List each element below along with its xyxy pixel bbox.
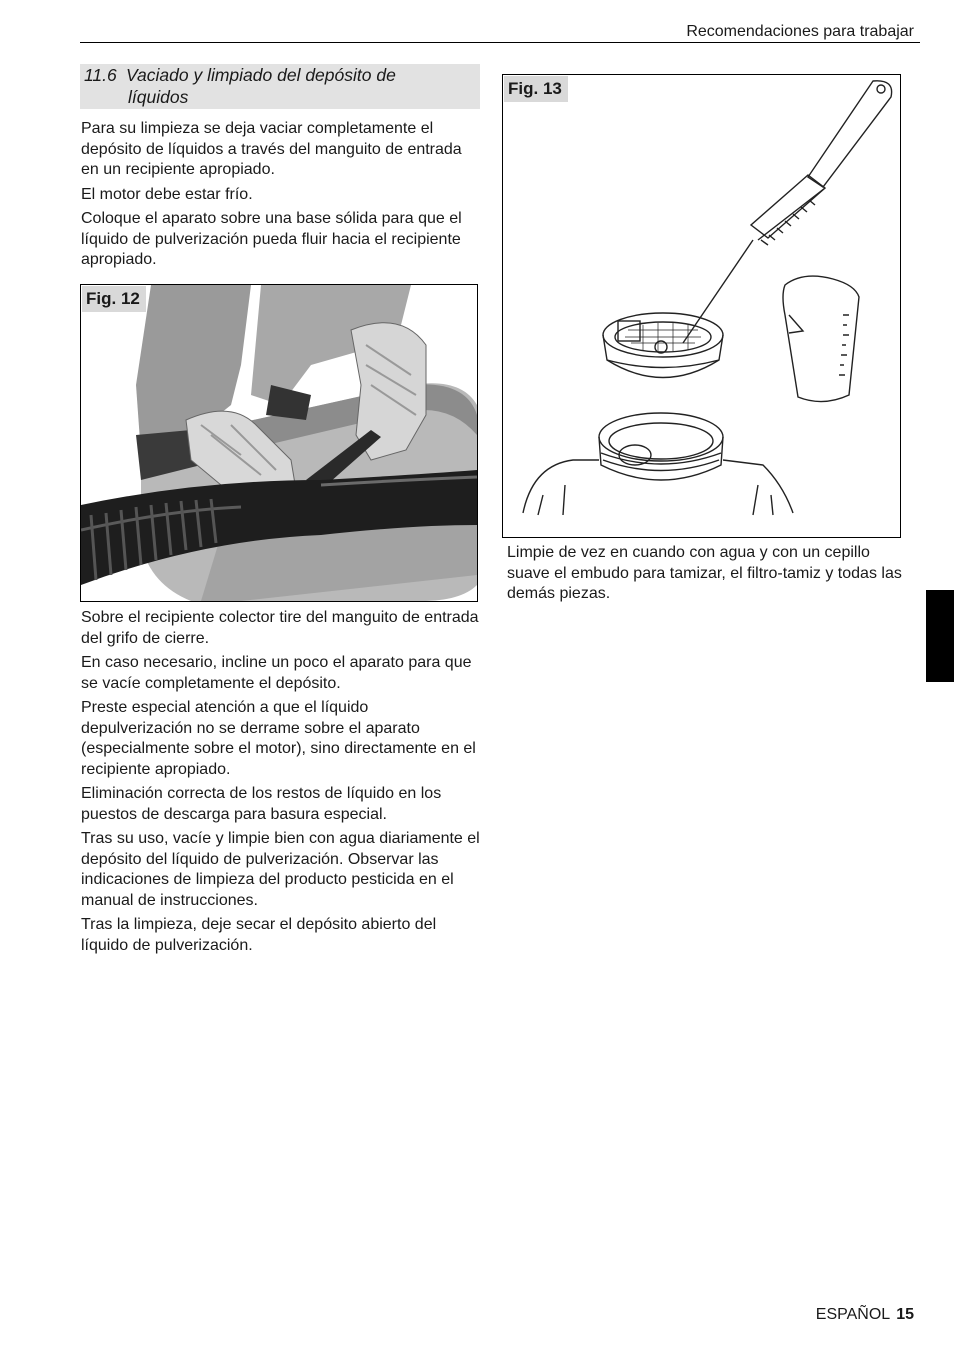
section-number: 11.6: [84, 65, 117, 85]
running-header: Recomendaciones para trabajar: [686, 23, 914, 40]
figure-13: [502, 74, 901, 538]
paragraph: Tras su uso, vacíe y limpie bien con agua diariamente el depósito del líquido de pulverización. Observar las indicaciones de limpieza del producto pesticida en el manual de instrucciones.: [81, 830, 480, 909]
paragraph: En caso necesario, incline un poco el aparato para que se vacíe completamente el depósito.: [81, 654, 472, 692]
figure-13-caption: [507, 543, 912, 609]
paragraph: Limpie de vez en cuando con agua y con un cepillo suave el embudo para tamizar, el filtro-tamiz y todas las demás piezas.: [507, 544, 902, 602]
figure-12-photo: [81, 285, 477, 601]
section-heading-box: [80, 64, 480, 109]
paragraph: Coloque el aparato sobre una base sólida para que el líquido de pulverización pueda fluir hacia el recipiente apropiado.: [81, 210, 462, 268]
figure-13-drawing: [503, 75, 900, 537]
procedure-text: [81, 608, 481, 960]
paragraph: Preste especial atención a que el líquido depulverización no se derrame sobre el aparato (especialmente sobre el motor), sino directamente en el recipiente apropiado.: [81, 699, 476, 778]
section-title-line1: Vaciado y limpiado del depósito de: [126, 65, 396, 85]
page-footer: [816, 1306, 914, 1324]
footer-language: ESPAÑOL: [815, 1306, 891, 1323]
figure-12-label: Fig. 12: [82, 286, 146, 312]
intro-text: [81, 119, 479, 275]
paragraph: El motor debe estar frío.: [81, 185, 253, 203]
section-title-line2: líquidos: [128, 87, 189, 107]
figure-13-label: Fig. 13: [504, 76, 568, 102]
figure-12: [80, 284, 478, 602]
header-rule: [80, 42, 920, 43]
paragraph: Tras la limpieza, deje secar el depósito abierto del líquido de pulverización.: [81, 916, 437, 954]
page-number: 15: [896, 1306, 914, 1323]
paragraph: Eliminación correcta de los restos de líquido en los puestos de descarga para basura especial.: [81, 785, 442, 823]
section-title: [84, 64, 464, 108]
paragraph: Para su limpieza se deja vaciar completamente el depósito de líquidos a través del manguito de entrada en un recipiente apropiado.: [81, 120, 462, 178]
paragraph: Sobre el recipiente colector tire del manguito de entrada del grifo de cierre.: [81, 609, 479, 647]
section-tab-marker: [926, 590, 954, 682]
